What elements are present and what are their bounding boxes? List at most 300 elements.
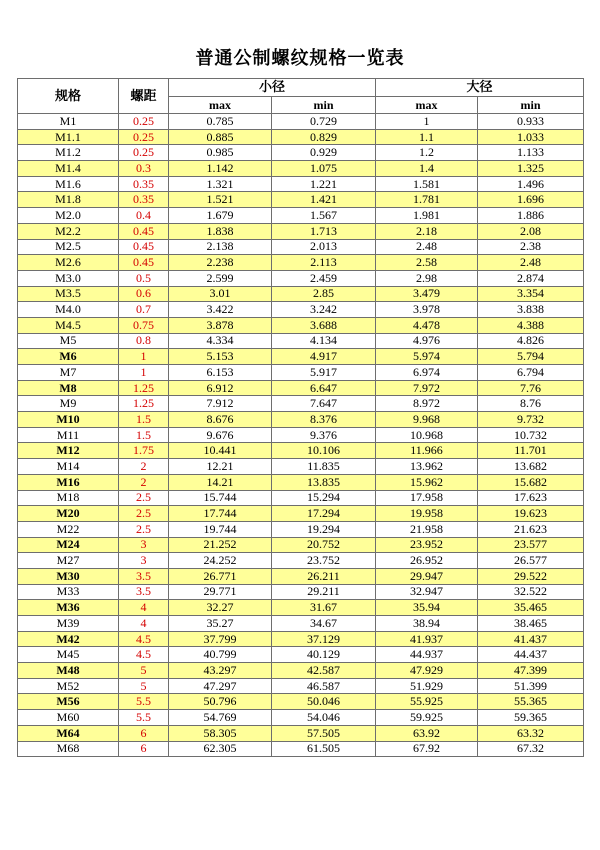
major-max-cell: 1.581 [376, 176, 478, 192]
table-row [18, 192, 584, 208]
minor-min-cell: 2.113 [272, 255, 376, 271]
spec-cell: M22 [18, 521, 119, 537]
major-max-cell: 47.929 [376, 663, 478, 679]
minor-min-cell: 17.294 [272, 506, 376, 522]
spec-cell: M2.0 [18, 208, 119, 224]
minor-min-cell: 0.829 [272, 129, 376, 145]
table-row [18, 553, 584, 569]
minor-min-cell: 8.376 [272, 412, 376, 428]
major-min-cell: 51.399 [478, 678, 584, 694]
table-row [18, 349, 584, 365]
minor-min-cell: 20.752 [272, 537, 376, 553]
major-min-cell: 6.794 [478, 365, 584, 381]
spec-cell: M5 [18, 333, 119, 349]
table-row [18, 380, 584, 396]
pitch-cell: 2.5 [119, 506, 169, 522]
minor-max-cell: 19.744 [169, 521, 272, 537]
minor-min-cell: 13.835 [272, 474, 376, 490]
minor-max-cell: 29.771 [169, 584, 272, 600]
major-max-cell: 3.978 [376, 302, 478, 318]
minor-max-cell: 14.21 [169, 474, 272, 490]
major-min-cell: 17.623 [478, 490, 584, 506]
major-max-cell: 11.966 [376, 443, 478, 459]
major-max-cell: 19.958 [376, 506, 478, 522]
major-max-cell: 1 [376, 114, 478, 130]
major-min-cell: 2.08 [478, 223, 584, 239]
minor-max-cell: 5.153 [169, 349, 272, 365]
pitch-cell: 4.5 [119, 631, 169, 647]
spec-cell: M1.1 [18, 129, 119, 145]
major-min-cell: 19.623 [478, 506, 584, 522]
major-max-cell: 7.972 [376, 380, 478, 396]
spec-cell: M48 [18, 663, 119, 679]
table-header [18, 79, 584, 114]
minor-max-cell: 21.252 [169, 537, 272, 553]
table-row [18, 678, 584, 694]
major-max-cell: 41.937 [376, 631, 478, 647]
major-min-cell: 2.874 [478, 270, 584, 286]
major-max-header: max [376, 97, 478, 114]
major-min-cell: 26.577 [478, 553, 584, 569]
minor-max-cell: 9.676 [169, 427, 272, 443]
table-row [18, 506, 584, 522]
table-row [18, 286, 584, 302]
table-row [18, 223, 584, 239]
major-min-cell: 9.732 [478, 412, 584, 428]
minor-max-cell: 2.138 [169, 239, 272, 255]
minor-min-cell: 31.67 [272, 600, 376, 616]
spec-cell: M11 [18, 427, 119, 443]
major-max-cell: 29.947 [376, 568, 478, 584]
major-min-cell: 0.933 [478, 114, 584, 130]
minor-min-cell: 0.929 [272, 145, 376, 161]
minor-max-cell: 26.771 [169, 568, 272, 584]
spec-cell: M42 [18, 631, 119, 647]
spec-cell: M68 [18, 741, 119, 757]
pitch-cell: 1.25 [119, 380, 169, 396]
major-diameter-header: 大径 [376, 79, 584, 97]
minor-min-cell: 1.075 [272, 161, 376, 177]
minor-max-cell: 15.744 [169, 490, 272, 506]
major-max-cell: 55.925 [376, 694, 478, 710]
minor-min-cell: 11.835 [272, 459, 376, 475]
spec-header: 规格 [18, 79, 119, 114]
table-row [18, 694, 584, 710]
table-row [18, 443, 584, 459]
pitch-cell: 4 [119, 600, 169, 616]
table-row [18, 161, 584, 177]
minor-max-cell: 12.21 [169, 459, 272, 475]
spec-cell: M16 [18, 474, 119, 490]
table-row [18, 427, 584, 443]
pitch-cell: 4 [119, 616, 169, 632]
table-row [18, 616, 584, 632]
minor-max-cell: 1.838 [169, 223, 272, 239]
table-row [18, 396, 584, 412]
spec-cell: M7 [18, 365, 119, 381]
major-min-cell: 10.732 [478, 427, 584, 443]
minor-min-cell: 34.67 [272, 616, 376, 632]
table-row [18, 412, 584, 428]
minor-min-cell: 57.505 [272, 725, 376, 741]
pitch-cell: 4.5 [119, 647, 169, 663]
major-min-cell: 67.32 [478, 741, 584, 757]
major-min-cell: 3.354 [478, 286, 584, 302]
minor-min-cell: 3.688 [272, 317, 376, 333]
minor-max-cell: 2.238 [169, 255, 272, 271]
minor-max-cell: 17.744 [169, 506, 272, 522]
minor-max-cell: 1.321 [169, 176, 272, 192]
minor-min-cell: 46.587 [272, 678, 376, 694]
table-row [18, 568, 584, 584]
pitch-cell: 2.5 [119, 521, 169, 537]
major-max-cell: 51.929 [376, 678, 478, 694]
minor-min-cell: 29.211 [272, 584, 376, 600]
spec-cell: M33 [18, 584, 119, 600]
minor-max-cell: 0.885 [169, 129, 272, 145]
table-row [18, 490, 584, 506]
minor-min-cell: 23.752 [272, 553, 376, 569]
minor-diameter-header: 小径 [169, 79, 376, 97]
table-row [18, 365, 584, 381]
table-row [18, 537, 584, 553]
minor-min-cell: 9.376 [272, 427, 376, 443]
minor-min-cell: 40.129 [272, 647, 376, 663]
spec-cell: M2.2 [18, 223, 119, 239]
major-max-cell: 17.958 [376, 490, 478, 506]
spec-cell: M45 [18, 647, 119, 663]
table-row [18, 239, 584, 255]
major-min-cell: 11.701 [478, 443, 584, 459]
pitch-cell: 0.8 [119, 333, 169, 349]
spec-cell: M1.2 [18, 145, 119, 161]
minor-max-cell: 40.799 [169, 647, 272, 663]
minor-max-header: max [169, 97, 272, 114]
minor-min-cell: 2.85 [272, 286, 376, 302]
pitch-cell: 3 [119, 553, 169, 569]
spec-cell: M8 [18, 380, 119, 396]
major-min-cell: 55.365 [478, 694, 584, 710]
spec-cell: M1 [18, 114, 119, 130]
pitch-cell: 1.25 [119, 396, 169, 412]
spec-cell: M30 [18, 568, 119, 584]
minor-min-cell: 1.421 [272, 192, 376, 208]
minor-max-cell: 0.985 [169, 145, 272, 161]
spec-cell: M3.5 [18, 286, 119, 302]
minor-min-cell: 19.294 [272, 521, 376, 537]
spec-cell: M6 [18, 349, 119, 365]
spec-cell: M9 [18, 396, 119, 412]
pitch-cell: 2.5 [119, 490, 169, 506]
pitch-cell: 0.45 [119, 223, 169, 239]
table-row [18, 208, 584, 224]
pitch-cell: 0.25 [119, 114, 169, 130]
major-max-cell: 44.937 [376, 647, 478, 663]
pitch-cell: 0.35 [119, 192, 169, 208]
minor-max-cell: 1.521 [169, 192, 272, 208]
pitch-cell: 0.45 [119, 239, 169, 255]
major-min-cell: 13.682 [478, 459, 584, 475]
major-max-cell: 2.18 [376, 223, 478, 239]
major-min-cell: 1.133 [478, 145, 584, 161]
minor-max-cell: 62.305 [169, 741, 272, 757]
major-max-cell: 8.972 [376, 396, 478, 412]
page-title: 普通公制螺纹规格一览表 [195, 48, 405, 69]
pitch-cell: 0.25 [119, 145, 169, 161]
minor-min-header: min [272, 97, 376, 114]
major-min-cell: 4.826 [478, 333, 584, 349]
spec-cell: M4.5 [18, 317, 119, 333]
minor-max-cell: 6.912 [169, 380, 272, 396]
major-max-cell: 32.947 [376, 584, 478, 600]
table-row [18, 176, 584, 192]
major-max-cell: 38.94 [376, 616, 478, 632]
major-min-cell: 2.38 [478, 239, 584, 255]
pitch-cell: 1.75 [119, 443, 169, 459]
table-row [18, 631, 584, 647]
table-row [18, 255, 584, 271]
table-row [18, 584, 584, 600]
major-max-cell: 1.781 [376, 192, 478, 208]
major-min-cell: 1.496 [478, 176, 584, 192]
major-min-cell: 1.325 [478, 161, 584, 177]
table-row [18, 474, 584, 490]
pitch-cell: 5 [119, 663, 169, 679]
major-max-cell: 4.478 [376, 317, 478, 333]
minor-max-cell: 3.422 [169, 302, 272, 318]
major-min-cell: 32.522 [478, 584, 584, 600]
major-min-cell: 47.399 [478, 663, 584, 679]
minor-max-cell: 2.599 [169, 270, 272, 286]
pitch-cell: 0.3 [119, 161, 169, 177]
spec-cell: M20 [18, 506, 119, 522]
pitch-cell: 0.5 [119, 270, 169, 286]
minor-min-cell: 1.221 [272, 176, 376, 192]
major-max-cell: 67.92 [376, 741, 478, 757]
pitch-cell: 3.5 [119, 568, 169, 584]
minor-min-cell: 2.459 [272, 270, 376, 286]
major-max-cell: 4.976 [376, 333, 478, 349]
pitch-cell: 0.45 [119, 255, 169, 271]
minor-max-cell: 1.142 [169, 161, 272, 177]
minor-min-cell: 7.647 [272, 396, 376, 412]
major-min-cell: 1.696 [478, 192, 584, 208]
spec-cell: M1.4 [18, 161, 119, 177]
minor-max-cell: 35.27 [169, 616, 272, 632]
major-max-cell: 26.952 [376, 553, 478, 569]
major-max-cell: 59.925 [376, 710, 478, 726]
spec-cell: M64 [18, 725, 119, 741]
major-max-cell: 9.968 [376, 412, 478, 428]
major-min-cell: 7.76 [478, 380, 584, 396]
table-row [18, 741, 584, 757]
spec-cell: M36 [18, 600, 119, 616]
spec-cell: M27 [18, 553, 119, 569]
spec-cell: M12 [18, 443, 119, 459]
pitch-cell: 1 [119, 349, 169, 365]
major-max-cell: 15.962 [376, 474, 478, 490]
header-row-top [18, 79, 584, 97]
major-max-cell: 23.952 [376, 537, 478, 553]
spec-cell: M52 [18, 678, 119, 694]
minor-min-cell: 0.729 [272, 114, 376, 130]
minor-max-cell: 47.297 [169, 678, 272, 694]
pitch-cell: 6 [119, 741, 169, 757]
minor-min-cell: 10.106 [272, 443, 376, 459]
major-max-cell: 1.2 [376, 145, 478, 161]
pitch-cell: 3.5 [119, 584, 169, 600]
table-row [18, 459, 584, 475]
spec-cell: M3.0 [18, 270, 119, 286]
spec-cell: M18 [18, 490, 119, 506]
minor-min-cell: 3.242 [272, 302, 376, 318]
pitch-cell: 0.75 [119, 317, 169, 333]
major-max-cell: 5.974 [376, 349, 478, 365]
major-min-cell: 1.033 [478, 129, 584, 145]
table-row [18, 317, 584, 333]
minor-min-cell: 37.129 [272, 631, 376, 647]
major-min-cell: 23.577 [478, 537, 584, 553]
major-min-cell: 38.465 [478, 616, 584, 632]
major-max-cell: 6.974 [376, 365, 478, 381]
table-row [18, 600, 584, 616]
pitch-cell: 0.6 [119, 286, 169, 302]
minor-min-cell: 26.211 [272, 568, 376, 584]
minor-min-cell: 6.647 [272, 380, 376, 396]
minor-max-cell: 8.676 [169, 412, 272, 428]
minor-min-cell: 61.505 [272, 741, 376, 757]
major-max-cell: 35.94 [376, 600, 478, 616]
major-max-cell: 1.4 [376, 161, 478, 177]
spec-cell: M56 [18, 694, 119, 710]
major-min-cell: 15.682 [478, 474, 584, 490]
major-max-cell: 1.1 [376, 129, 478, 145]
pitch-header: 螺距 [119, 79, 169, 114]
spec-cell: M60 [18, 710, 119, 726]
minor-max-cell: 50.796 [169, 694, 272, 710]
major-max-cell: 13.962 [376, 459, 478, 475]
minor-min-cell: 1.713 [272, 223, 376, 239]
pitch-cell: 0.7 [119, 302, 169, 318]
minor-max-cell: 10.441 [169, 443, 272, 459]
spec-cell: M14 [18, 459, 119, 475]
minor-max-cell: 7.912 [169, 396, 272, 412]
table-row [18, 663, 584, 679]
minor-min-cell: 1.567 [272, 208, 376, 224]
spec-cell: M24 [18, 537, 119, 553]
table-row [18, 725, 584, 741]
minor-min-cell: 4.917 [272, 349, 376, 365]
minor-max-cell: 58.305 [169, 725, 272, 741]
thread-spec-table [17, 78, 584, 757]
major-min-cell: 29.522 [478, 568, 584, 584]
major-min-cell: 3.838 [478, 302, 584, 318]
pitch-cell: 0.35 [119, 176, 169, 192]
pitch-cell: 5.5 [119, 694, 169, 710]
minor-max-cell: 54.769 [169, 710, 272, 726]
pitch-cell: 5.5 [119, 710, 169, 726]
major-max-cell: 2.98 [376, 270, 478, 286]
spec-cell: M2.5 [18, 239, 119, 255]
minor-min-cell: 50.046 [272, 694, 376, 710]
spec-cell: M4.0 [18, 302, 119, 318]
major-min-cell: 59.365 [478, 710, 584, 726]
minor-min-cell: 2.013 [272, 239, 376, 255]
pitch-cell: 1.5 [119, 412, 169, 428]
major-min-cell: 2.48 [478, 255, 584, 271]
major-min-cell: 63.32 [478, 725, 584, 741]
table-row [18, 114, 584, 130]
pitch-cell: 2 [119, 474, 169, 490]
pitch-cell: 0.4 [119, 208, 169, 224]
pitch-cell: 6 [119, 725, 169, 741]
minor-max-cell: 6.153 [169, 365, 272, 381]
minor-max-cell: 43.297 [169, 663, 272, 679]
major-min-header: min [478, 97, 584, 114]
major-max-cell: 1.981 [376, 208, 478, 224]
table-row [18, 710, 584, 726]
minor-max-cell: 3.878 [169, 317, 272, 333]
minor-max-cell: 32.27 [169, 600, 272, 616]
spec-cell: M10 [18, 412, 119, 428]
spec-cell: M2.6 [18, 255, 119, 271]
minor-max-cell: 3.01 [169, 286, 272, 302]
pitch-cell: 3 [119, 537, 169, 553]
spec-cell: M1.6 [18, 176, 119, 192]
pitch-cell: 2 [119, 459, 169, 475]
minor-max-cell: 4.334 [169, 333, 272, 349]
pitch-cell: 1 [119, 365, 169, 381]
table-row [18, 145, 584, 161]
major-min-cell: 41.437 [478, 631, 584, 647]
minor-min-cell: 54.046 [272, 710, 376, 726]
major-min-cell: 35.465 [478, 600, 584, 616]
major-min-cell: 21.623 [478, 521, 584, 537]
minor-max-cell: 0.785 [169, 114, 272, 130]
table-row [18, 302, 584, 318]
table-row [18, 270, 584, 286]
major-min-cell: 44.437 [478, 647, 584, 663]
table-row [18, 129, 584, 145]
major-min-cell: 8.76 [478, 396, 584, 412]
minor-max-cell: 37.799 [169, 631, 272, 647]
major-max-cell: 3.479 [376, 286, 478, 302]
spec-cell: M1.8 [18, 192, 119, 208]
major-min-cell: 4.388 [478, 317, 584, 333]
major-max-cell: 2.48 [376, 239, 478, 255]
spec-cell: M39 [18, 616, 119, 632]
pitch-cell: 5 [119, 678, 169, 694]
major-min-cell: 1.886 [478, 208, 584, 224]
minor-max-cell: 1.679 [169, 208, 272, 224]
minor-min-cell: 15.294 [272, 490, 376, 506]
pitch-cell: 1.5 [119, 427, 169, 443]
table-body [18, 114, 584, 757]
major-max-cell: 2.58 [376, 255, 478, 271]
major-min-cell: 5.794 [478, 349, 584, 365]
pitch-cell: 0.25 [119, 129, 169, 145]
table-row [18, 333, 584, 349]
minor-max-cell: 24.252 [169, 553, 272, 569]
table-row [18, 647, 584, 663]
table-row [18, 521, 584, 537]
major-max-cell: 10.968 [376, 427, 478, 443]
minor-min-cell: 4.134 [272, 333, 376, 349]
minor-min-cell: 5.917 [272, 365, 376, 381]
major-max-cell: 21.958 [376, 521, 478, 537]
minor-min-cell: 42.587 [272, 663, 376, 679]
major-max-cell: 63.92 [376, 725, 478, 741]
